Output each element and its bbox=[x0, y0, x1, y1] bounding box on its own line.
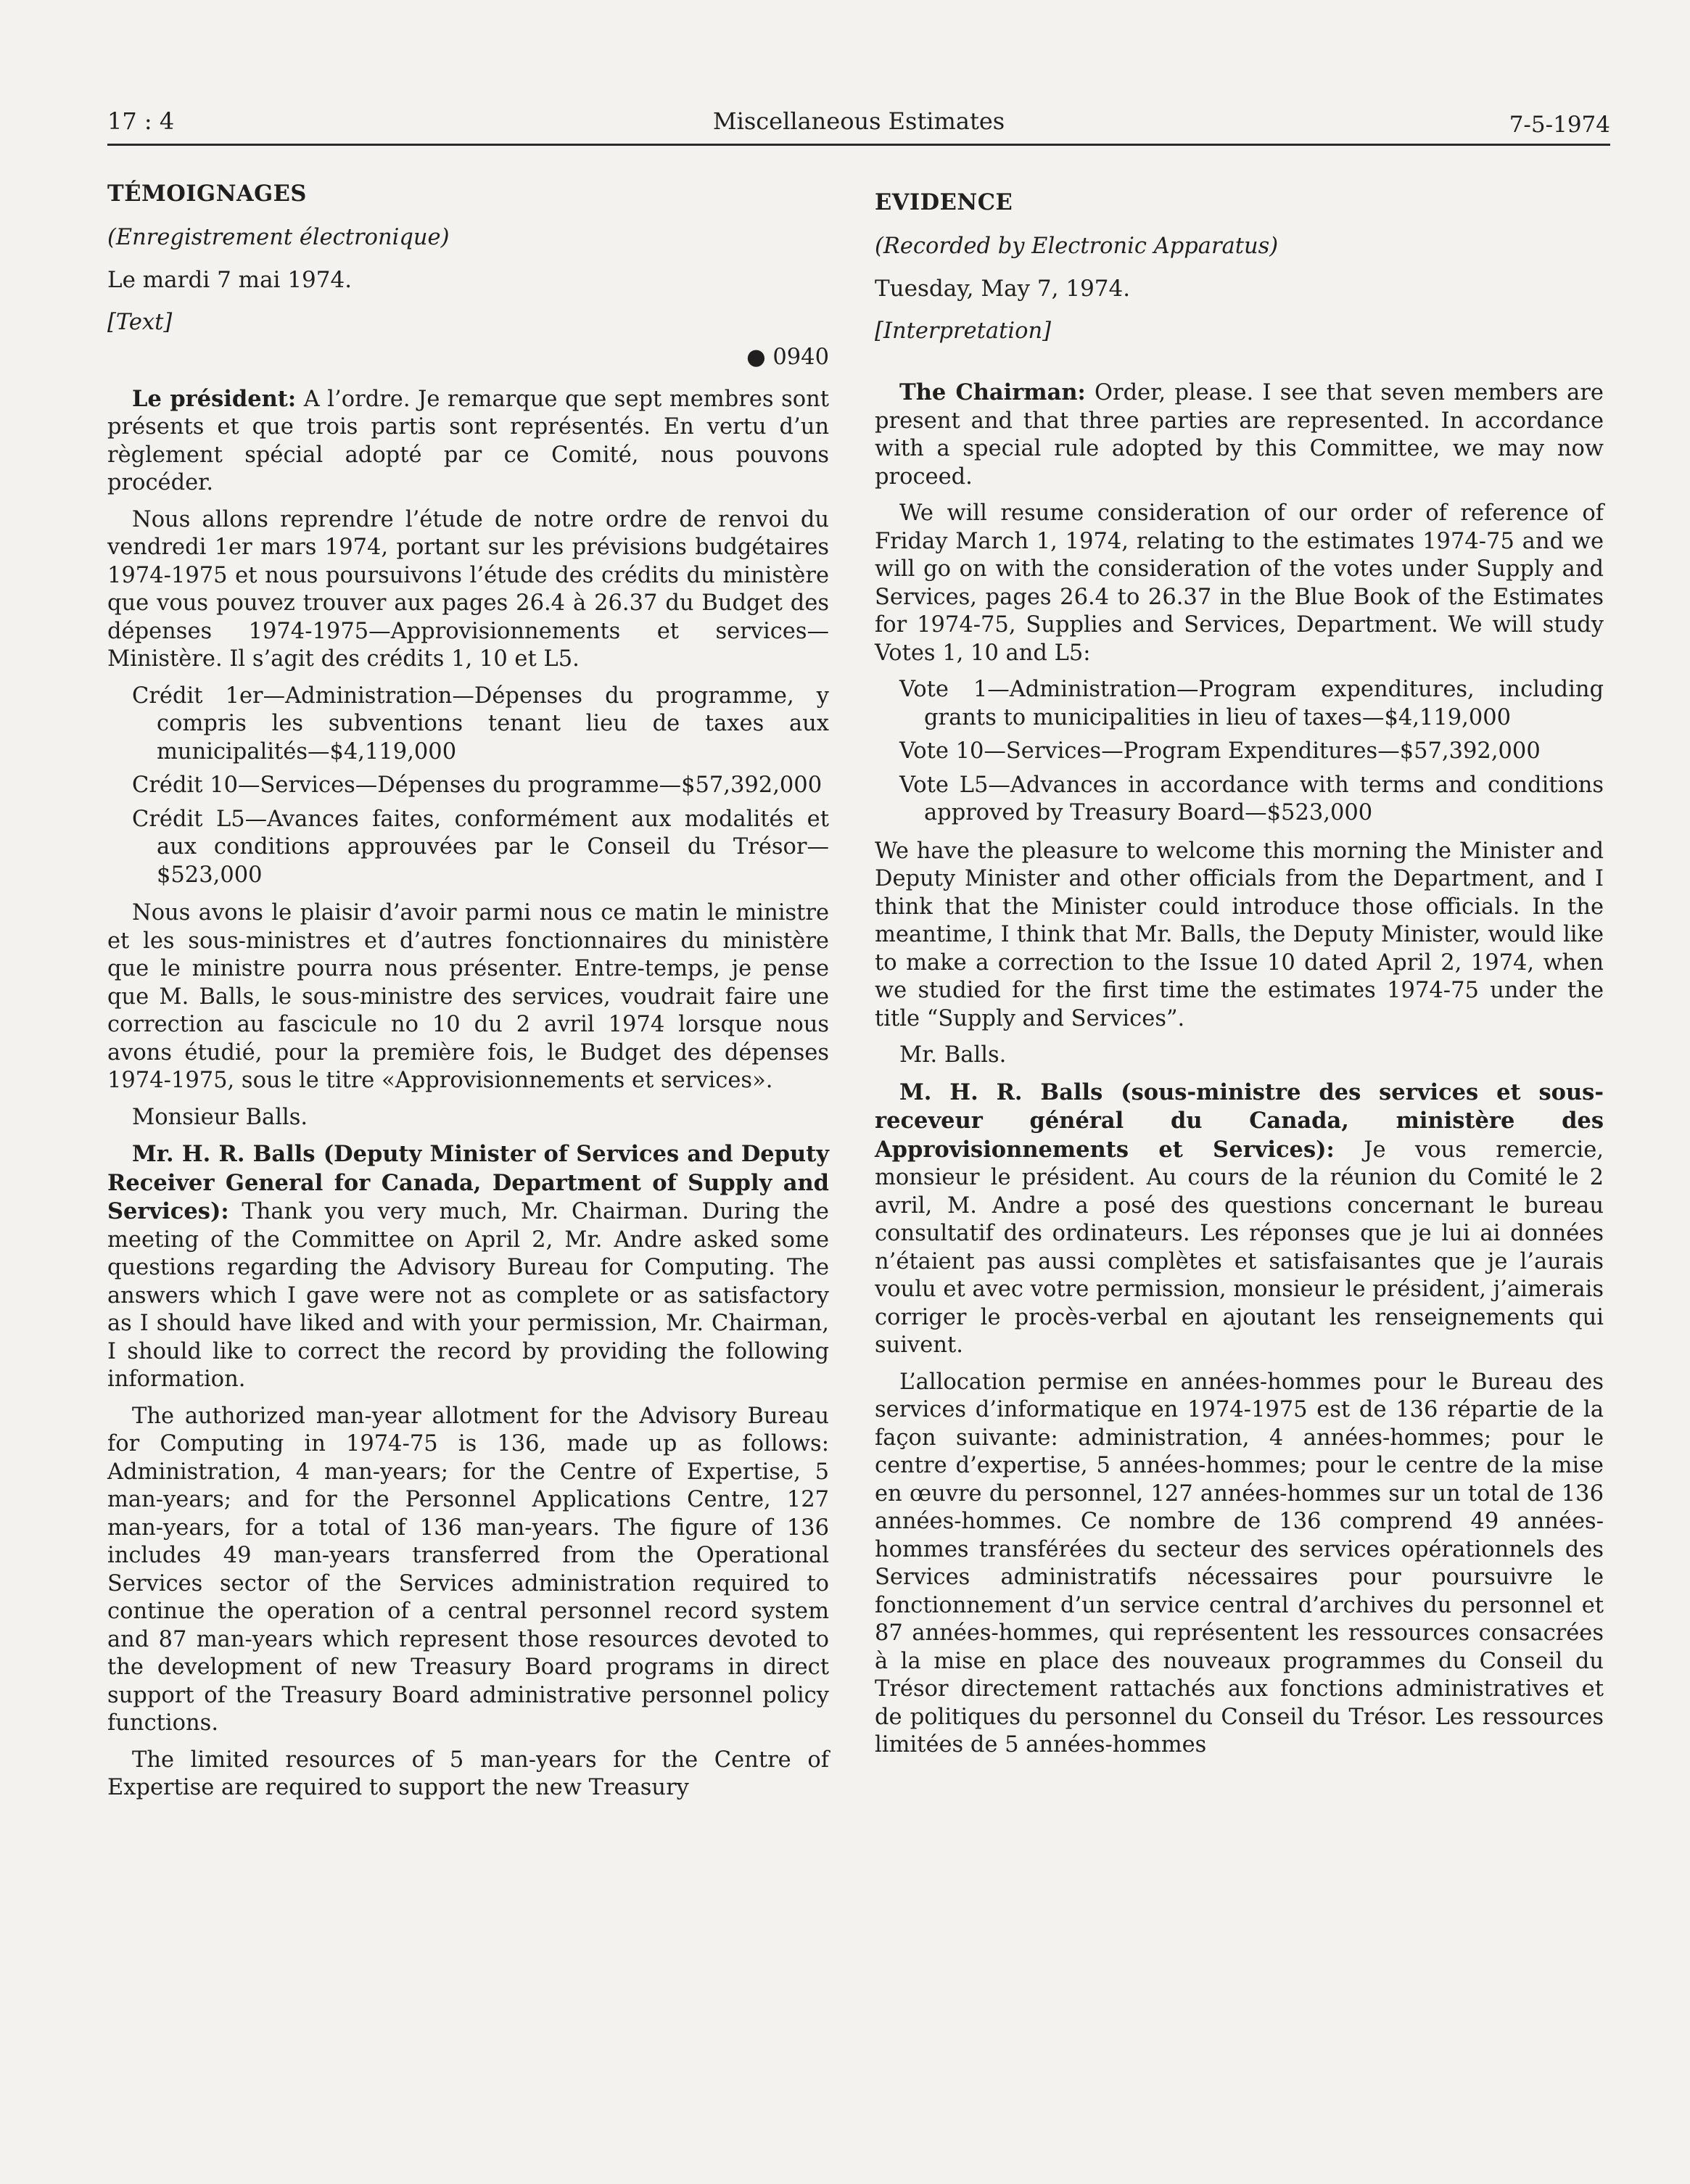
section-heading: EVIDENCE bbox=[875, 189, 1013, 215]
running-header bbox=[107, 103, 1610, 139]
running-title: Miscellaneous Estimates bbox=[712, 107, 1005, 135]
paragraph: Monsieur Balls. bbox=[132, 1104, 308, 1130]
speaker-name: M. H. R. Balls (sous-ministre des services et sous-receveur général du Canada, ministère des Approvisionnements et Services): bbox=[875, 1079, 1604, 1163]
speaker-name: Le président: bbox=[132, 385, 297, 412]
speaker-name: The Chairman: bbox=[899, 379, 1086, 405]
paragraph: Nous allons reprendre l’étude de notre ordre de renvoi du vendredi 1er mars 1974, portant sur les prévisions budgétaires 1974-1975 et nous poursuivons l’étude des crédits du ministère que vous pouvez trouver aux pages 26.4 à 26.37 du Budget des dépenses 1974-1975—Approvisionnements et services—Ministère. Il s’agit des crédits 1, 10 et L5. bbox=[107, 506, 829, 672]
paragraph: We have the pleasure to welcome this morning the Minister and Deputy Minister and other officials from the Department, and I think that the Minister could introduce those officials. In the meantime, I think that Mr. Balls, the Deputy Minister, would like to make a correction to the Issue 10 dated April 2, 1974, when we studied for the first time the estimates 1974-75 under the title “Supply and Services”. bbox=[875, 838, 1604, 1031]
recording-note: (Recorded by Electronic Apparatus) bbox=[875, 233, 1279, 259]
recording-note: (Enregistrement électronique) bbox=[107, 224, 450, 250]
session-date: Tuesday, May 7, 1974. bbox=[875, 276, 1131, 302]
vote-item: Crédit 10—Services—Dépenses du programme—$57,392,000 bbox=[132, 772, 823, 798]
vote-item: Vote 1—Administration—Program expenditures, including grants to municipalities in lieu of taxes—$4,119,000 bbox=[899, 677, 1604, 730]
paragraph: Le président: A l’ordre. Je remarque que sept membres sont présents et que trois partis sont représentés. En vertu d’un règlement spécial adopté par ce Comité, nous pouvons procéder. bbox=[107, 385, 830, 495]
header-date: 7-5-1974 bbox=[1509, 112, 1610, 138]
timestamp: ● 0940 bbox=[746, 345, 829, 370]
vote-item: Vote 10—Services—Program Expenditures—$57,392,000 bbox=[899, 738, 1541, 764]
vote-item: Crédit 1er—Administration—Dépenses du programme, y compris les subventions tenant lieu de taxes aux municipalités—$4,119,000 bbox=[132, 683, 829, 765]
section-heading: TÉMOIGNAGES bbox=[107, 181, 307, 207]
paragraph: The authorized man-year allotment for the Advisory Bureau for Computing in 1974-75 is 136, made up as follows: Administration, 4 man-years; for the Centre of Expertise, 5 man-years; and for the Personnel Applications Centre, 127 man-years, for a total of 136 man-years. The figure of 136 includes 49 man-years transferred from the Operational Services sector of the Services administration required to continue the operation of a central personnel record system and 87 man-years which represent those resources devoted to the development of new Treasury Board programs in direct support of the Treasury Board administrative personnel policy functions. bbox=[107, 1403, 829, 1736]
paragraph: Mr. Balls. bbox=[899, 1042, 1007, 1068]
paragraph: M. H. R. Balls (sous-ministre des services et sous-receveur général du Canada, ministère des Approvisionnements et Services): Je vous remercie, monsieur le président. Au cours de la réunion du Comité le 2 avril, M. Andre a posé des questions concernant le bureau consultatif des ordinateurs. Les réponses que je lui ai données n’étaient pas aussi complètes et satisfaisantes que je l’aurais voulu et avec votre permission, monsieur le président, j’aimerais corriger le procès-verbal en ajoutant les renseignements qui suivent. bbox=[875, 1079, 1604, 1358]
speaker-name: Mr. H. R. Balls (Deputy Minister of Services and Deputy Receiver General for Canada, Department of Supply and Services): bbox=[107, 1141, 829, 1224]
paragraph: Mr. H. R. Balls (Deputy Minister of Services and Deputy Receiver General for Canada, Department of Supply and Services): Thank you very much, Mr. Chairman. During the meeting of the Committee on April 2, Mr. Andre asked some questions regarding the Advisory Bureau for Computing. The answers which I gave were not as complete or as satisfactory as I should have liked and with your permission, Mr. Chairman, I should like to correct the record by providing the following information. bbox=[107, 1141, 829, 1392]
left-column bbox=[107, 180, 829, 1811]
vote-item: Vote L5—Advances in accordance with terms and conditions approved by Treasury Board—$523,000 bbox=[899, 772, 1604, 825]
page-number: 17 : 4 bbox=[107, 107, 175, 135]
header-rule bbox=[107, 144, 1610, 146]
paragraph: L’allocation permise en années-hommes pour le Bureau des services d’informatique en 1974-1975 est de 136 répartie de la façon suivante: administration, 4 années-hommes; pour le centre d’expertise, 5 années-hommes; pour le centre de la mise en œuvre du personnel, 127 années-hommes sur un total de 136 années-hommes. Ce nombre de 136 comprend 49 années-hommes transférées du secteur des services opérationnels des Services administratifs nécessaires pour poursuivre le fonctionnement d’un service central d’archives du personnel et 87 années-hommes, qui représentent les ressources consacrées à la mise en place des nouveaux programmes du Conseil du Trésor directement rattachés aux fonctions administratives et de politiques du personnel du Conseil du Trésor. Les ressources limitées de 5 années-hommes bbox=[875, 1369, 1604, 1757]
paragraph: We will resume consideration of our order of reference of Friday March 1, 1974, relating to the estimates 1974-75 and we will go on with the consideration of the votes under Supply and Services, pages 26.4 to 26.37 in the Blue Book of the Estimates for 1974-75, Supplies and Services, Department. We will study Votes 1, 10 and L5: bbox=[875, 500, 1604, 666]
paragraph: The Chairman: Order, please. I see that seven members are present and that three parties are represented. In accordance with a special rule adopted by this Committee, we may now proceed. bbox=[875, 379, 1604, 490]
vote-item: Crédit L5—Avances faites, conformément aux modalités et aux conditions approuvées par le Conseil du Trésor—$523,000 bbox=[132, 806, 829, 888]
paragraph: Nous avons le plaisir d’avoir parmi nous ce matin le ministre et les sous-ministres et d’autres fonctionnaires du ministère que le ministre pourra nous présenter. Entre-temps, je pense que M. Balls, le sous-ministre des services, voudrait faire une correction au fascicule no 10 du 2 avril 1974 lorsque nous avons étudié, pour la première fois, le Budget des dépenses 1974-1975, sous le titre «Approvisionnements et services». bbox=[107, 900, 829, 1093]
language-tag: [Text] bbox=[107, 309, 173, 335]
language-tag: [Interpretation] bbox=[875, 318, 1051, 344]
right-column bbox=[875, 189, 1604, 1768]
paragraph: The limited resources of 5 man-years for the Centre of Expertise are required to support the new Treasury bbox=[107, 1747, 829, 1800]
session-date: Le mardi 7 mai 1974. bbox=[107, 267, 353, 293]
